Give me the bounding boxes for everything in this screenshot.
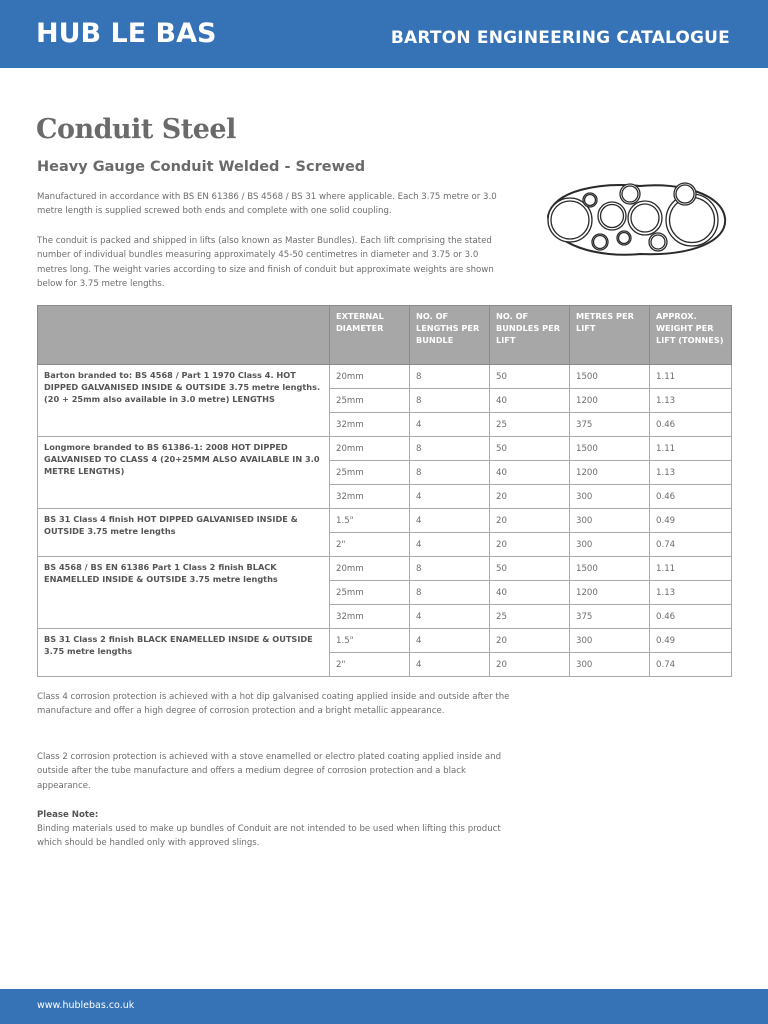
- product-description: BS 4568 / BS EN 61386 Part 1 Class 2 finish BLACK ENAMELLED INSIDE & OUTSIDE 3.75 metre lengths: [38, 557, 330, 629]
- cell-weight: 1.11: [650, 437, 732, 461]
- table-row: [38, 557, 732, 581]
- class2-note: Class 2 corrosion protection is achieved with a stove enamelled or electro plated coating applied inside and outside after the tube manufacture and offers a medium degree of corrosion protection and a black appearance.: [37, 752, 502, 791]
- cell-diameter: 1.5": [330, 509, 410, 533]
- cell-bundles: 40: [490, 461, 570, 485]
- header-bundles-per-lift: NO. OF BUNDLES PER LIFT: [490, 306, 570, 365]
- catalogue-title: BARTON ENGINEERING CATALOGUE: [390, 28, 730, 48]
- cell-diameter: 2": [330, 533, 410, 557]
- cell-lengths: 4: [410, 653, 490, 677]
- cell-diameter: 20mm: [330, 437, 410, 461]
- table-row: [38, 509, 732, 533]
- cell-bundles: 20: [490, 509, 570, 533]
- please-note-text: Binding materials used to make up bundles of Conduit are not intended to be used when lifting this product which should be handled only with approved slings.: [37, 824, 501, 849]
- intro-paragraph: Manufactured in accordance with BS EN 61386 / BS 4568 / BS 31 where applicable. Each 3.75 metre or 3.0 metre length is supplied screwed both ends and complete with one solid coupling.: [37, 192, 497, 217]
- header-bar: [0, 0, 768, 68]
- cell-metres: 375: [570, 413, 650, 437]
- cell-diameter: 25mm: [330, 461, 410, 485]
- cell-bundles: 40: [490, 389, 570, 413]
- product-description: Barton branded to: BS 4568 / Part 1 1970 Class 4. HOT DIPPED GALVANISED INSIDE & OUTSIDE 3.75 metre lengths. (20 + 25mm also available in 3.0 metre) LENGTHS: [38, 365, 330, 437]
- cell-diameter: 25mm: [330, 581, 410, 605]
- cell-lengths: 8: [410, 557, 490, 581]
- cell-bundles: 40: [490, 581, 570, 605]
- page-subtitle: Heavy Gauge Conduit Welded - Screwed: [37, 159, 366, 175]
- cell-weight: 1.13: [650, 461, 732, 485]
- packing-paragraph: The conduit is packed and shipped in lifts (also known as Master Bundles). Each lift comprising the stated number of individual bundles measuring approximately 45-50 centimetres in diameter and 3.75 or 3.0 metres long. The weight varies according to size and finish of conduit but approximate weights are shown below for 3.75 metre lengths.: [37, 236, 494, 290]
- page-title: Conduit Steel: [36, 114, 236, 145]
- cell-diameter: 2": [330, 653, 410, 677]
- cell-bundles: 25: [490, 413, 570, 437]
- cell-metres: 1200: [570, 461, 650, 485]
- cell-bundles: 20: [490, 485, 570, 509]
- cell-diameter: 1.5": [330, 629, 410, 653]
- cell-bundles: 50: [490, 557, 570, 581]
- cell-metres: 300: [570, 533, 650, 557]
- cell-diameter: 20mm: [330, 365, 410, 389]
- cell-lengths: 4: [410, 413, 490, 437]
- cell-metres: 1500: [570, 437, 650, 461]
- cell-lengths: 8: [410, 461, 490, 485]
- cell-metres: 375: [570, 605, 650, 629]
- header-weight-per-lift: APPROX. WEIGHT PER LIFT (TONNES): [650, 306, 732, 365]
- product-description: Longmore branded to BS 61386-1: 2008 HOT DIPPED GALVANISED TO CLASS 4 (20+25MM ALSO AVAILABLE IN 3.0 METRE LENGTHS): [38, 437, 330, 509]
- cell-metres: 1200: [570, 581, 650, 605]
- header-metres-per-lift: METRES PER LIFT: [570, 306, 650, 365]
- product-description: BS 31 Class 2 finish BLACK ENAMELLED INSIDE & OUTSIDE 3.75 metre lengths: [38, 629, 330, 677]
- footer-bar: [0, 989, 768, 1024]
- cell-weight: 0.46: [650, 605, 732, 629]
- cell-bundles: 20: [490, 653, 570, 677]
- cell-diameter: 25mm: [330, 389, 410, 413]
- cell-lengths: 4: [410, 605, 490, 629]
- cell-metres: 300: [570, 653, 650, 677]
- cell-bundles: 50: [490, 437, 570, 461]
- cell-weight: 0.49: [650, 509, 732, 533]
- table-row: [38, 437, 732, 461]
- cell-diameter: 32mm: [330, 413, 410, 437]
- cell-lengths: 4: [410, 485, 490, 509]
- cell-weight: 0.46: [650, 413, 732, 437]
- cell-lengths: 4: [410, 629, 490, 653]
- cell-lengths: 8: [410, 365, 490, 389]
- cell-metres: 1500: [570, 365, 650, 389]
- brand-logo[interactable]: HUB LE BAS: [36, 18, 217, 49]
- cell-diameter: 32mm: [330, 485, 410, 509]
- cell-bundles: 25: [490, 605, 570, 629]
- cell-weight: 0.74: [650, 653, 732, 677]
- cell-bundles: 20: [490, 629, 570, 653]
- conduit-spec-table: [37, 305, 732, 677]
- cell-metres: 300: [570, 629, 650, 653]
- product-description: BS 31 Class 4 finish HOT DIPPED GALVANISED INSIDE & OUTSIDE 3.75 metre lengths: [38, 509, 330, 557]
- cell-weight: 1.11: [650, 557, 732, 581]
- cell-diameter: 32mm: [330, 605, 410, 629]
- cell-diameter: 20mm: [330, 557, 410, 581]
- table-row: [38, 365, 732, 389]
- cell-weight: 1.11: [650, 365, 732, 389]
- conduit-bundle-illustration: [540, 180, 730, 260]
- header-description: [38, 306, 330, 365]
- please-note-heading: Please Note:: [37, 810, 99, 820]
- cell-lengths: 8: [410, 437, 490, 461]
- cell-metres: 1500: [570, 557, 650, 581]
- cell-metres: 300: [570, 485, 650, 509]
- cell-weight: 0.74: [650, 533, 732, 557]
- cell-lengths: 8: [410, 581, 490, 605]
- cell-weight: 1.13: [650, 581, 732, 605]
- cell-bundles: 20: [490, 533, 570, 557]
- website-link[interactable]: www.hublebas.co.uk: [37, 1000, 135, 1011]
- cell-weight: 1.13: [650, 389, 732, 413]
- cell-bundles: 50: [490, 365, 570, 389]
- cell-lengths: 4: [410, 533, 490, 557]
- cell-weight: 0.46: [650, 485, 732, 509]
- table-row: [38, 629, 732, 653]
- cell-lengths: 8: [410, 389, 490, 413]
- header-external-diameter: EXTERNAL DIAMETER: [330, 306, 410, 365]
- table-header-row: [38, 306, 732, 365]
- cell-metres: 1200: [570, 389, 650, 413]
- header-lengths-per-bundle: NO. OF LENGTHS PER BUNDLE: [410, 306, 490, 365]
- cell-weight: 0.49: [650, 629, 732, 653]
- cell-metres: 300: [570, 509, 650, 533]
- class4-note: Class 4 corrosion protection is achieved with a hot dip galvanised coating applied inside and outside after the manufacture and offer a high degree of corrosion protection and a bright metallic appearance.: [37, 692, 510, 717]
- cell-lengths: 4: [410, 509, 490, 533]
